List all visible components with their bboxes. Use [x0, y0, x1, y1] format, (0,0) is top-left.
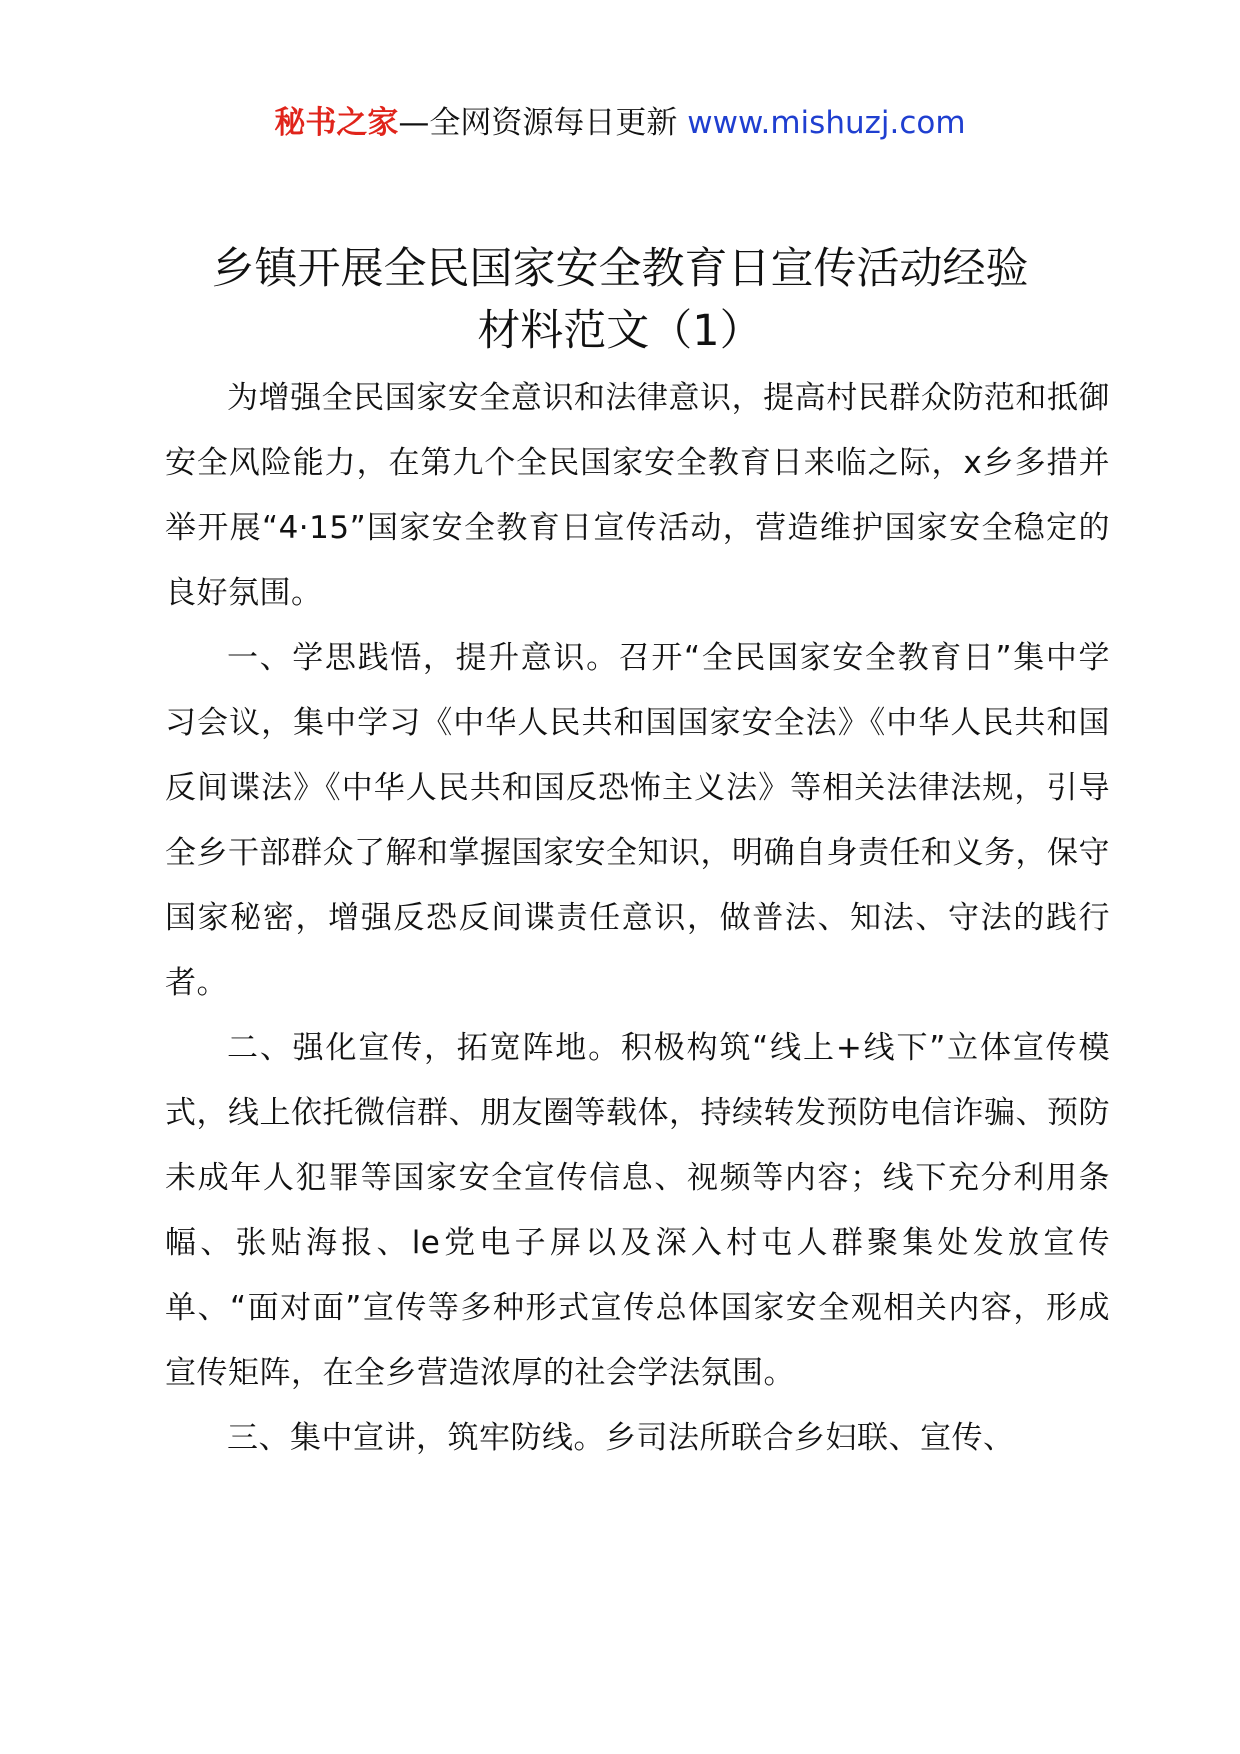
- paragraph-section-1: 一、学思践悟，提升意识。召开“全民国家安全教育日”集中学习会议，集中学习《中华人民共和国国家安全法》《中华人民共和国反间谍法》《中华人民共和国反恐怖主义法》等相关法律法规，引导全乡干部群众了解和掌握国家安全知识，明确自身责任和义务，保守国家秘密，增强反恐反间谍责任意识，做普法、知法、守法的践行者。: [165, 640, 1110, 1001]
- site-header: [0, 100, 1240, 146]
- header-tagline: —全网资源每日更新: [398, 105, 678, 141]
- document-body: [165, 366, 1110, 1471]
- document-title-line2: 材料范文（1）: [477, 306, 763, 356]
- brand-name: 秘书之家: [274, 105, 399, 141]
- document-title-line1: 乡镇开展全民国家安全教育日宣传活动经验: [211, 244, 1029, 294]
- paragraph-section-2: 二、强化宣传，拓宽阵地。积极构筑“线上+线下”立体宣传模式，线上依托微信群、朋友圈等载体，持续转发预防电信诈骗、预防未成年人犯罪等国家安全宣传信息、视频等内容；线下充分利用条幅、张贴海报、le党电子屏以及深入村屯人群聚集处发放宣传单、“面对面”宣传等多种形式宣传总体国家安全观相关内容，形成宣传矩阵，在全乡营造浓厚的社会学法氛围。: [165, 1030, 1110, 1391]
- site-url-link[interactable]: www.mishuzj.com: [687, 105, 966, 141]
- paragraph-section-3: 三、集中宣讲，筑牢防线。乡司法所联合乡妇联、宣传、: [227, 1420, 1015, 1456]
- document-title: [150, 238, 1090, 362]
- paragraph-intro: 为增强全民国家安全意识和法律意识，提高村民群众防范和抵御安全风险能力，在第九个全民国家安全教育日来临之际，x乡多措并举开展“4·15”国家安全教育日宣传活动，营造维护国家安全稳定的良好氛围。: [165, 380, 1110, 611]
